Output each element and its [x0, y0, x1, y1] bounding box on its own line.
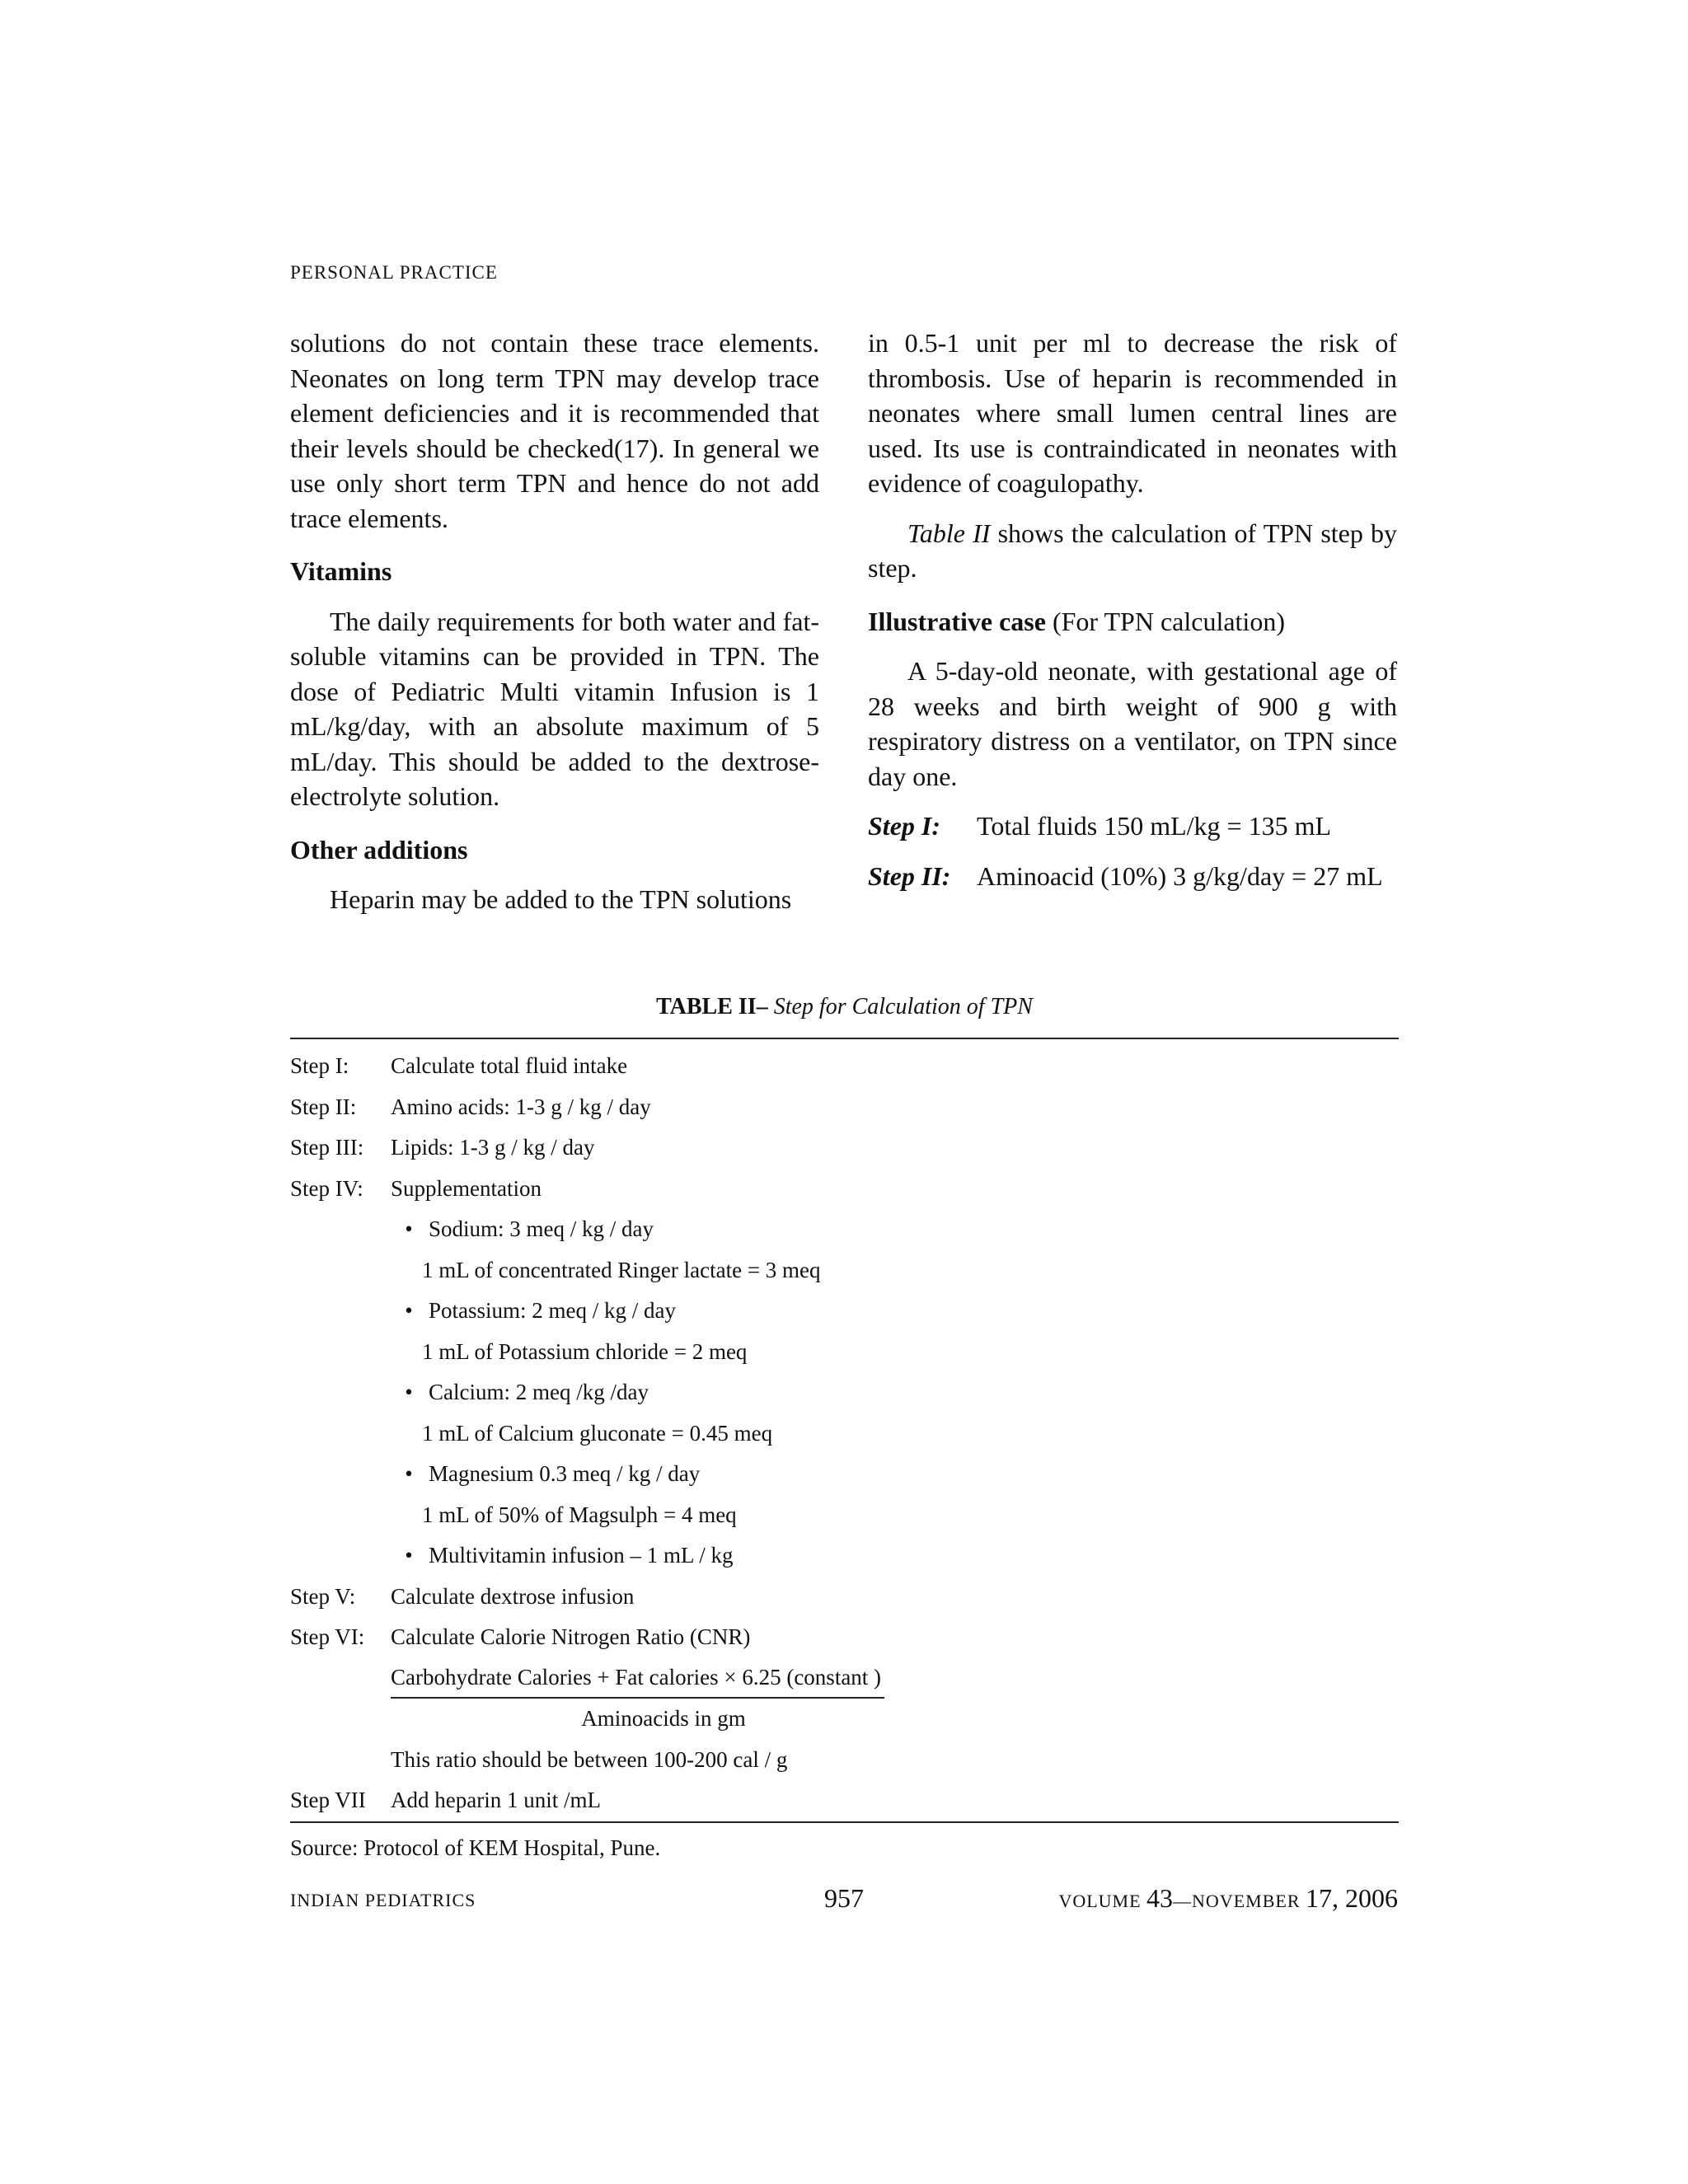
table-row-bullet [290, 1535, 1399, 1577]
case-heading [868, 604, 1397, 640]
formula-denominator-row [290, 1699, 1399, 1740]
table-source: Source: Protocol of KEM Hospital, Pune. [290, 1835, 661, 1860]
step-text: Calculate dextrose infusion [391, 1583, 635, 1609]
step-text: Add heparin 1 unit /mL [391, 1788, 601, 1812]
bullet-text: Sodium: 3 meq / kg / day [429, 1216, 654, 1241]
table-bottom-rule [290, 1821, 1399, 1823]
bullet: • [405, 1298, 413, 1323]
step-label: Step VII [290, 1788, 366, 1812]
section-heading-vitamins: Vitamins [290, 556, 392, 586]
spacer [290, 1658, 391, 1699]
volume-number: 43 [1146, 1883, 1174, 1913]
table-row [290, 1127, 1399, 1169]
bullet-text: Potassium: 2 meq / kg / day [429, 1298, 676, 1323]
bullet-subtext: 1 mL of Potassium chloride = 2 meq [422, 1338, 748, 1364]
paragraph-table-reference [868, 516, 1397, 586]
case-step-text: Aminoacid (10%) 3 g/kg/day = 27 mL [977, 860, 1383, 891]
table-row-sub [290, 1495, 1399, 1536]
paragraph: Heparin may be added to the TPN solutions [330, 884, 792, 914]
table-caption-label: TABLE II– [656, 994, 768, 1019]
table-row-bullet [290, 1372, 1399, 1413]
case-step-label: Step II: [868, 860, 951, 891]
table-row [290, 1169, 1399, 1210]
date-day-year: 17, 2006 [1306, 1883, 1398, 1913]
bullet-text: Magnesium 0.3 meq / kg / day [429, 1461, 701, 1486]
step-text: Calculate total fluid intake [391, 1053, 628, 1078]
section-heading-other-additions: Other additions [290, 834, 468, 865]
table-row-sub [290, 1332, 1399, 1373]
case-heading-title: Illustrative case [868, 606, 1046, 636]
bullet-subtext: 1 mL of 50% of Magsulph = 4 meq [422, 1502, 737, 1527]
formula-numerator-row [290, 1658, 1399, 1699]
table-caption [290, 994, 1399, 1020]
step-label: Step IV: [290, 1175, 363, 1201]
paragraph: solutions do not contain these trace elements. Neonates on long term TPN may develop trace element deficiencies and it is recommended that their levels should be checked(17). In general we use only short term TPN and hence do not add trace elements. [290, 328, 819, 533]
paragraph: in 0.5-1 unit per ml to decrease the risk of thrombosis. Use of heparin is recommended in neonates where small lumen central lines are used. Its use is contraindicated in neonates with evidence of coagulopathy. [868, 328, 1397, 498]
formula-denominator: Aminoacids in gm [581, 1706, 746, 1731]
table-row-sub [290, 1250, 1399, 1291]
page-number: 957 [824, 1883, 864, 1913]
paragraph: A 5-day-old neonate, with gestational age of 28 weeks and birth weight of 900 g with respiratory distress on a ventilator, on TPN since day one. [868, 656, 1397, 791]
step-label: Step II: [290, 1094, 357, 1119]
case-heading-note: (For TPN calculation) [1045, 606, 1285, 636]
step-label: Step I: [290, 1053, 349, 1078]
table-row-bullet [290, 1209, 1399, 1250]
footer-volume-date [1058, 1883, 1398, 1914]
ratio-note: This ratio should be between 100-200 cal / g [391, 1746, 788, 1772]
case-step-1 [868, 808, 1397, 844]
bullet-subtext: 1 mL of concentrated Ringer lactate = 3 meq [422, 1257, 821, 1282]
footer-journal: INDIAN PEDIATRICS [290, 1890, 476, 1910]
step-label: Step V: [290, 1583, 356, 1609]
bullet: • [405, 1461, 413, 1486]
case-step-label: Step I: [868, 811, 940, 841]
case-step-2 [868, 859, 1397, 894]
table-row-bullet [290, 1454, 1399, 1495]
table-reference-text: shows the calculation of TPN step by step. [868, 518, 1398, 583]
paragraph: The daily requirements for both water and fat-soluble vitamins can be provided in TPN. The dose of Pediatric Multi vitamin Infusion is 1 mL/kg/day, with an absolute maximum of 5 mL/day. This should be added to the dextrose-electrolyte solution. [290, 606, 819, 811]
spacer [290, 1699, 391, 1740]
table-top-rule [290, 1038, 1399, 1039]
spacer [290, 1740, 391, 1781]
step-label: Step VI: [290, 1624, 365, 1649]
step-text: Lipids: 1-3 g / kg / day [391, 1135, 595, 1160]
table-reference: Table II [907, 518, 991, 548]
left-column [290, 326, 819, 917]
volume-label: VOLUME [1058, 1891, 1142, 1911]
formula-numerator: Carbohydrate Calories + Fat calories × 6.25 (constant ) [391, 1658, 884, 1699]
table-caption-title: Step for Calculation of TPN [767, 994, 1033, 1019]
case-step-text: Total fluids 150 mL/kg = 135 mL [977, 811, 1331, 841]
step-text: Calculate Calorie Nitrogen Ratio (CNR) [391, 1624, 751, 1649]
running-head: PERSONAL PRACTICE [290, 262, 498, 283]
table-row [290, 1740, 1399, 1781]
step-text: Supplementation [391, 1175, 542, 1201]
table-row [290, 1087, 1399, 1128]
step-label: Step III: [290, 1135, 364, 1160]
bullet-subtext: 1 mL of Calcium gluconate = 0.45 meq [422, 1420, 773, 1446]
table-row [290, 1577, 1399, 1618]
bullet: • [405, 1543, 413, 1568]
bullet-text: Multivitamin infusion – 1 mL / kg [429, 1543, 734, 1568]
table-row [290, 1617, 1399, 1658]
table-row-sub [290, 1413, 1399, 1455]
bullet: • [405, 1380, 413, 1404]
date-month: —NOVEMBER [1173, 1891, 1301, 1911]
table-row-bullet [290, 1291, 1399, 1332]
table-row [290, 1046, 1399, 1087]
bullet: • [405, 1216, 413, 1241]
table-row [290, 1780, 1399, 1821]
bullet-text: Calcium: 2 meq /kg /day [429, 1380, 649, 1404]
step-text: Amino acids: 1-3 g / kg / day [391, 1094, 651, 1119]
tpn-steps-table [290, 1046, 1399, 1821]
right-column [868, 326, 1397, 893]
